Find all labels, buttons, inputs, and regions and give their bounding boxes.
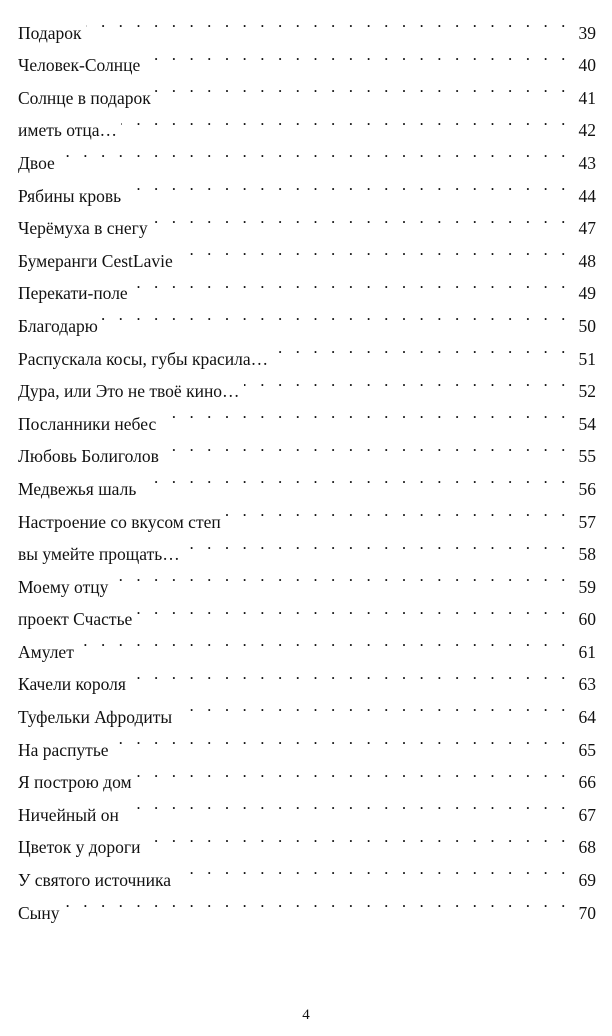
toc-entry-page: 70	[578, 902, 596, 923]
toc-entry	[18, 136, 596, 173]
toc-entry-title: Я построю дом	[18, 772, 132, 793]
toc-dot-leader	[184, 528, 570, 561]
toc-entry-title: Сыну	[18, 902, 60, 923]
toc-entry-page: 65	[578, 739, 596, 760]
toc-dot-leader	[136, 756, 570, 789]
toc-dot-leader	[64, 886, 570, 919]
toc-entry-page: 69	[578, 870, 596, 891]
toc-entry-page: 40	[578, 55, 596, 76]
toc-dot-leader	[152, 202, 570, 235]
toc-entry-page: 52	[578, 381, 596, 402]
toc-entry-title: Двое	[18, 152, 55, 173]
toc-entry-title: Рябины кровь	[18, 185, 122, 206]
toc-entry	[18, 332, 596, 369]
toc-entry-title: Медвежья шаль	[18, 478, 137, 499]
toc-entry-title: Подарок	[18, 22, 82, 43]
toc-entry-page: 49	[578, 283, 596, 304]
toc-entry-title: На распутье	[18, 739, 109, 760]
toc-entry-title: Любовь Болиголов	[18, 446, 159, 467]
toc-entry-title: Ничейный он	[18, 804, 119, 825]
toc-dot-leader	[113, 723, 570, 756]
toc-entry-page: 60	[578, 609, 596, 630]
toc-entry	[18, 169, 596, 206]
toc-entry	[18, 886, 596, 923]
toc-dot-leader	[112, 560, 570, 593]
toc-dot-leader	[130, 658, 570, 691]
toc-entry-title: вы умейте прощать…	[18, 544, 180, 565]
table-of-contents	[18, 6, 596, 923]
toc-entry-title: Благодарю	[18, 315, 98, 336]
toc-entry-page: 63	[578, 674, 596, 695]
toc-entry-title: Туфельки Афродиты	[18, 707, 173, 728]
toc-entry-title: Человек-Солнце	[18, 55, 141, 76]
toc-dot-leader	[160, 397, 570, 430]
toc-entry-page: 39	[578, 22, 596, 43]
toc-entry-page: 56	[578, 478, 596, 499]
toc-dot-leader	[125, 169, 570, 202]
toc-dot-leader	[272, 332, 570, 365]
toc-dot-leader	[132, 267, 570, 300]
toc-dot-leader	[225, 495, 570, 528]
toc-dot-leader	[176, 690, 570, 723]
toc-entry-page: 68	[578, 837, 596, 858]
toc-entry	[18, 299, 596, 336]
toc-dot-leader	[59, 136, 570, 169]
toc-entry	[18, 39, 596, 76]
toc-entry-page: 55	[578, 446, 596, 467]
toc-dot-leader	[123, 788, 570, 821]
toc-entry-title: Качели короля	[18, 674, 126, 695]
toc-dot-leader	[86, 6, 570, 39]
toc-entry-title: Дура, или Это не твоё кино…	[18, 381, 240, 402]
toc-entry-page: 44	[578, 185, 596, 206]
toc-dot-leader	[102, 299, 570, 332]
page-number: 4	[302, 1007, 310, 1023]
toc-dot-leader	[140, 462, 570, 495]
toc-dot-leader	[177, 234, 570, 267]
toc-entry-page: 47	[578, 218, 596, 239]
toc-entry-page: 50	[578, 315, 596, 336]
toc-dot-leader	[136, 593, 570, 626]
toc-dot-leader	[155, 71, 570, 104]
toc-dot-leader	[244, 365, 570, 398]
toc-entry-title: Перекати-поле	[18, 283, 128, 304]
toc-entry-page: 57	[578, 511, 596, 532]
toc-entry-page: 51	[578, 348, 596, 369]
toc-entry-page: 43	[578, 152, 596, 173]
toc-dot-leader	[78, 625, 570, 658]
toc-entry	[18, 625, 596, 662]
toc-entry-title: Бумеранги CestLavie	[18, 250, 173, 271]
toc-dot-leader	[144, 39, 570, 72]
toc-entry-page: 59	[578, 576, 596, 597]
toc-entry-title: Моему отцу	[18, 576, 109, 597]
toc-entry-page: 67	[578, 804, 596, 825]
toc-entry-page: 42	[578, 120, 596, 141]
toc-dot-leader	[121, 104, 570, 137]
toc-entry	[18, 658, 596, 695]
toc-entry	[18, 6, 596, 43]
toc-entry-title: Настроение со вкусом степ	[18, 511, 221, 532]
toc-entry-title: Цветок у дороги	[18, 837, 141, 858]
toc-entry-title: Распускала косы, губы красила…	[18, 348, 269, 369]
toc-entry-title: иметь отца…	[18, 120, 118, 141]
toc-entry-title: Черёмуха в снегу	[18, 218, 148, 239]
toc-entry-page: 66	[578, 772, 596, 793]
toc-entry-title: У святого источника	[18, 870, 172, 891]
toc-dot-leader	[175, 853, 570, 886]
toc-entry-page: 48	[578, 250, 596, 271]
toc-dot-leader	[144, 821, 570, 854]
toc-dot-leader	[163, 430, 570, 463]
toc-entry-title: проект Счастье	[18, 609, 133, 630]
toc-entry-title: Солнце в подарок	[18, 87, 151, 108]
toc-entry-title: Амулет	[18, 641, 74, 662]
toc-entry-page: 41	[578, 87, 596, 108]
toc-entry-page: 64	[578, 707, 596, 728]
toc-entry-page: 61	[578, 641, 596, 662]
toc-entry-title: Посланники небес	[18, 413, 157, 434]
toc-entry-page: 54	[578, 413, 596, 434]
toc-entry-page: 58	[578, 544, 596, 565]
